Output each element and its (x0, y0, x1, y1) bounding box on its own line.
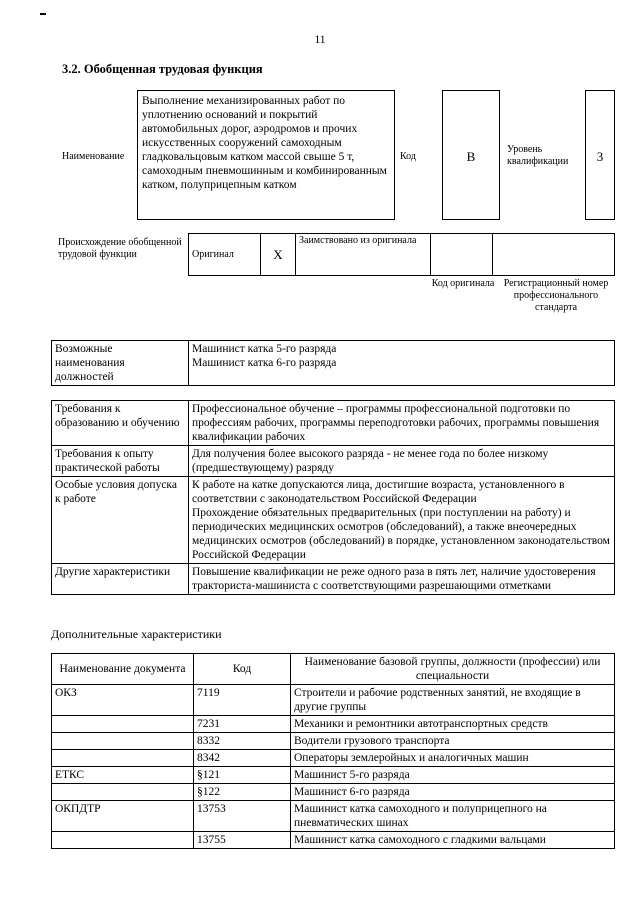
name-cell: Операторы землеройных и аналогичных машин (291, 750, 615, 767)
scan-mark (40, 13, 46, 15)
code-original-cell (431, 234, 493, 276)
header-name: Наименование базовой группы, должности (профессии) или специальности (291, 654, 615, 685)
level-value: 3 (596, 149, 604, 164)
req-label: Требования к образованию и обучению (52, 401, 189, 446)
req-value (189, 477, 615, 564)
name-cell: Машинист 6-го разряда (291, 784, 615, 801)
header-document: Наименование документа (52, 654, 194, 685)
code-label: Код (400, 151, 416, 162)
original-mark: X (261, 234, 296, 276)
level-box (585, 90, 615, 220)
name-label: Наименование (62, 151, 125, 162)
reg-number-caption: Регистрационный номер профессионального стандарта (503, 278, 609, 313)
doc-cell: ЕТКС (52, 767, 194, 784)
origin-label: Происхождение обобщенной трудовой функции (58, 237, 182, 260)
origin-table (188, 233, 615, 276)
table-row (52, 832, 615, 849)
req-label: Требования к опыту практической работы (52, 446, 189, 477)
code-cell: §122 (194, 784, 291, 801)
positions-table (51, 340, 615, 386)
name-cell: Строители и рабочие родственных занятий, не входящие в другие группы (291, 685, 615, 716)
name-cell: Машинист катка самоходного и полуприцепного на пневматических шинах (291, 801, 615, 832)
borrowed-label: Заимствовано из оригинала (296, 234, 431, 276)
section-title: 3.2. Обобщенная трудовая функция (62, 62, 263, 76)
positions-list (189, 341, 615, 386)
req-value: Для получения более высокого разряда - не менее года по более низкому (предшествующему) разряду (189, 446, 615, 477)
req-value: Повышение квалификации не реже одного раза в пять лет, наличие удостоверения тракториста-машиниста с соответствующими разрешающими отметками (189, 564, 615, 595)
header-code: Код (194, 654, 291, 685)
req-label: Другие характеристики (52, 564, 189, 595)
reg-number-cell (493, 234, 615, 276)
code-cell: §121 (194, 767, 291, 784)
req-line: Прохождение обязательных предварительных (при поступлении на работу) и периодических медицинских осмотров (обследований), а также внеочередных медицинских осмотров (обследований) в порядке, установленном законодательством Российской Федерации (192, 507, 610, 561)
doc-cell: ОКПДТР (52, 801, 194, 832)
name-cell: Машинист 5-го разряда (291, 767, 615, 784)
name-cell: Машинист катка самоходного с гладкими вальцами (291, 832, 615, 849)
table-row (52, 750, 615, 767)
doc-cell (52, 784, 194, 801)
function-name: Выполнение механизированных работ по уплотнению оснований и покрытий автомобильных дорог, аэродромов и прочих искусственных сооружений самоходным гладковальцовым катком массой свыше 5 т, самоходным пневмошинным и комбинированным катком, полуприцепным катком (137, 90, 395, 220)
table-row (52, 767, 615, 784)
name-cell: Механики и ремонтники автотранспортных средств (291, 716, 615, 733)
code-cell: 13755 (194, 832, 291, 849)
code-box (442, 90, 500, 220)
code-cell: 8342 (194, 750, 291, 767)
original-label: Оригинал (189, 234, 261, 276)
req-value: Профессиональное обучение – программы профессиональной подготовки по профессиям рабочих, программы переподготовки рабочих, программы повышения квалификации рабочих (189, 401, 615, 446)
positions-label: Возможные наименования должностей (52, 341, 189, 386)
code-value: B (466, 149, 476, 164)
table-row (52, 685, 615, 716)
code-cell: 13753 (194, 801, 291, 832)
requirements-table (51, 400, 615, 595)
doc-cell (52, 750, 194, 767)
level-label: Уровень квалификации (507, 144, 569, 167)
doc-cell (52, 716, 194, 733)
req-line: К работе на катке допускаются лица, достигшие возраста, установленного в соответствии с законодательством Российской Федерации (192, 479, 565, 505)
code-cell: 7231 (194, 716, 291, 733)
table-row (52, 784, 615, 801)
table-row (52, 716, 615, 733)
table-row (52, 801, 615, 832)
doc-cell (52, 733, 194, 750)
additional-title: Дополнительные характеристики (51, 627, 222, 641)
code-original-caption: Код оригинала (431, 278, 495, 289)
position-item: Машинист катка 5-го разряда (192, 343, 337, 355)
code-cell: 8332 (194, 733, 291, 750)
position-item: Машинист катка 6-го разряда (192, 357, 337, 369)
code-cell: 7119 (194, 685, 291, 716)
name-cell: Водители грузового транспорта (291, 733, 615, 750)
page-number: 11 (314, 34, 326, 46)
table-row (52, 733, 615, 750)
additional-table (51, 653, 615, 849)
doc-cell (52, 832, 194, 849)
req-label: Особые условия допуска к работе (52, 477, 189, 564)
doc-cell: ОКЗ (52, 685, 194, 716)
